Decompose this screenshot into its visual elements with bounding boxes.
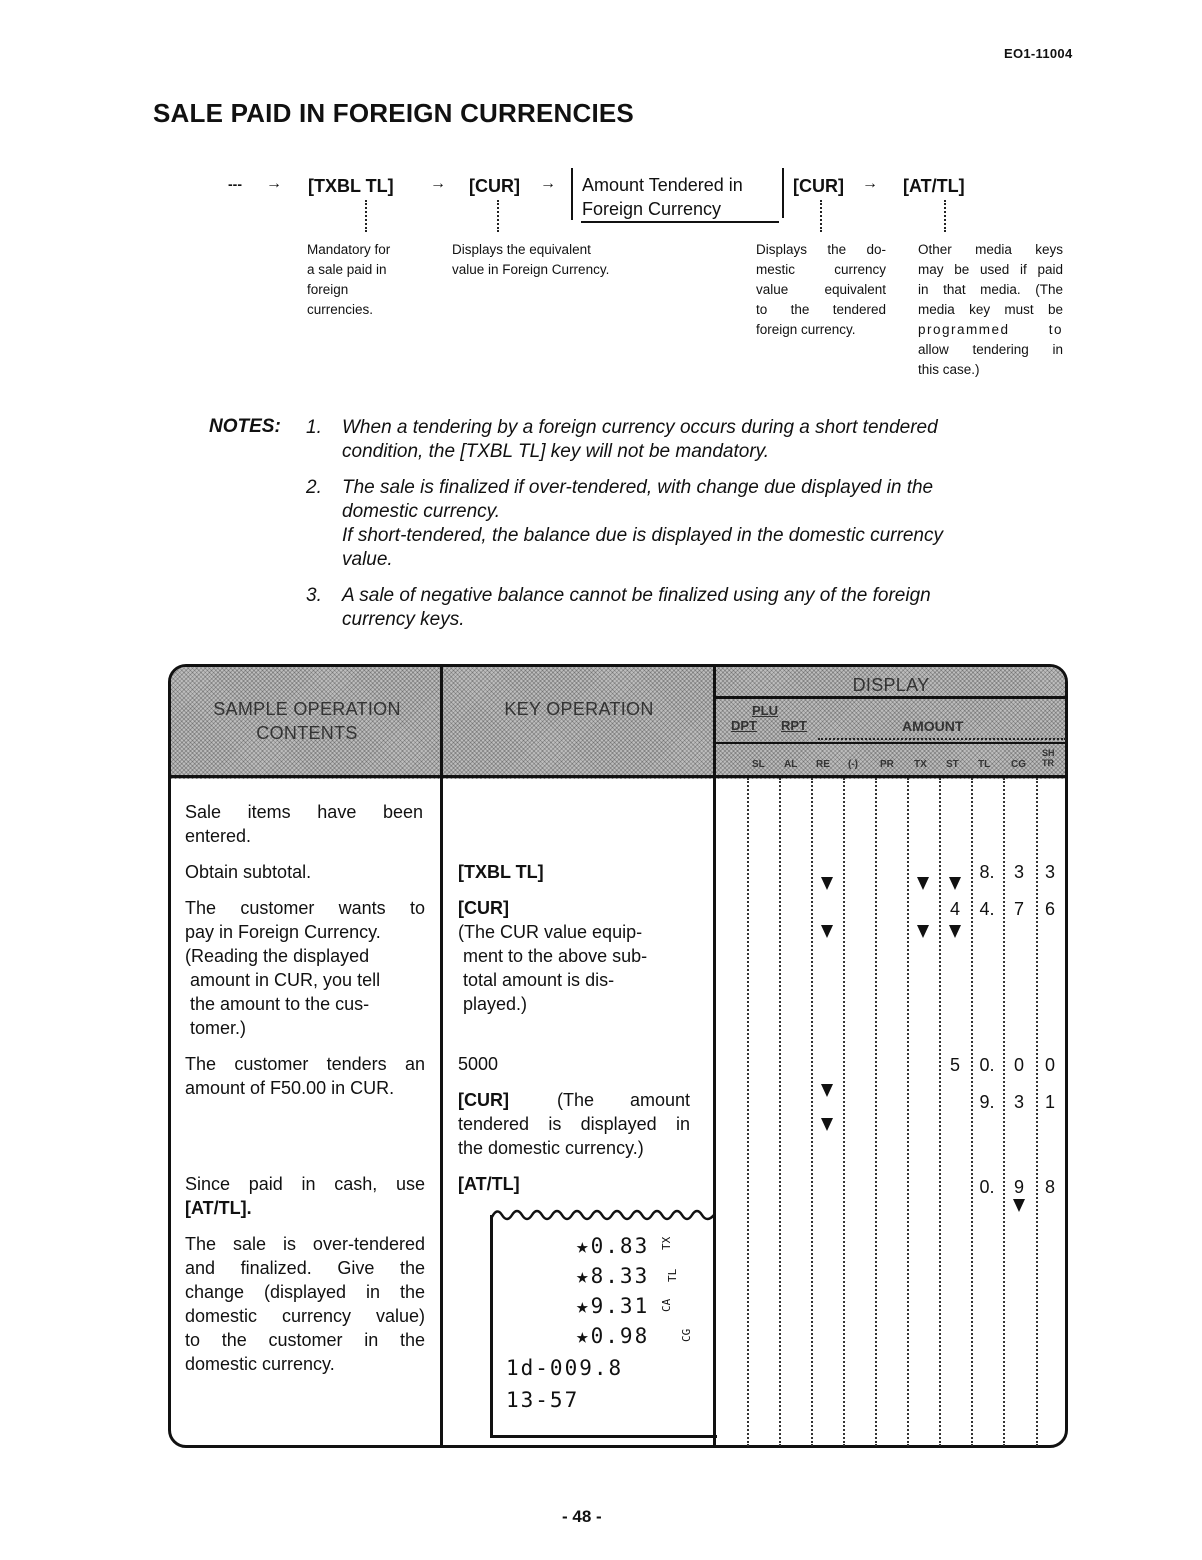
header-bottom-rule <box>170 775 1066 778</box>
header-rpt: RPT <box>781 718 807 733</box>
arrow-icon: → <box>430 175 446 192</box>
cell-line: tendered is displayed in <box>458 1114 690 1134</box>
flow-tender-amount-box <box>571 168 778 220</box>
leader-dots <box>365 200 367 232</box>
page-title: SALE PAID IN FOREIGN CURRENCIES <box>153 98 634 128</box>
dotted-guide <box>971 778 973 1446</box>
cell-line: Since paid in cash, use <box>185 1174 425 1194</box>
cell-line: (The CUR value equip- <box>458 922 643 942</box>
document-code: EO1-11004 <box>1004 46 1073 61</box>
note-line: When a tendering by a foreign currency occurs during a short tendered <box>342 417 938 438</box>
cell-line: change (displayed in the <box>185 1282 425 1302</box>
desc-line: mestic currency <box>756 262 886 277</box>
cell-line: total amount is dis- <box>463 970 615 990</box>
indicator-re: RE <box>816 759 830 770</box>
indicator-pr: PR <box>880 759 894 770</box>
indicator-minus: (-) <box>848 759 858 770</box>
cell-line: the domestic currency.) <box>458 1138 644 1158</box>
note-2 <box>342 476 1002 572</box>
note-number: 3. <box>306 585 322 606</box>
arrow-icon: → <box>862 175 878 192</box>
receipt-line-tl: ★8.33 <box>576 1264 650 1288</box>
key-row-3 <box>458 896 698 1016</box>
dotted-guide <box>1003 778 1005 1446</box>
indicator-triangle-st <box>949 877 961 890</box>
cell-line: to the customer in the <box>185 1330 425 1350</box>
display-digit: 4. <box>979 899 995 919</box>
note-3 <box>342 584 1002 632</box>
dotted-guide <box>939 778 941 1446</box>
desc-line: a sale paid in <box>307 262 387 277</box>
arrow-icon: → <box>266 175 282 192</box>
dotted-guide <box>843 778 845 1446</box>
display-subheader-rule <box>715 696 1067 699</box>
display-digit: 6 <box>1044 899 1055 919</box>
dotted-guide <box>779 778 781 1446</box>
cell-line: domestic currency value) <box>185 1306 425 1326</box>
cell-line: [CUR] <box>458 898 509 918</box>
desc-line: Other media keys <box>918 242 1063 257</box>
key-txbl-tl: [TXBL TL] <box>458 862 544 882</box>
indicator-triangle-tx <box>917 877 929 890</box>
indicator-triangle-re <box>821 1084 833 1097</box>
sample-row-3 <box>185 896 425 1040</box>
indicator-cg: CG <box>1011 759 1026 770</box>
dotted-guide <box>875 778 877 1446</box>
flow-desc-cur <box>452 240 672 280</box>
desc-line: value in Foreign Currency. <box>452 262 610 277</box>
note-line: A sale of negative balance cannot be finalized using any of the foreign <box>342 585 931 606</box>
note-number: 1. <box>306 417 322 438</box>
indicator-triangle-re <box>821 1118 833 1131</box>
header-text: SAMPLE OPERATION <box>213 699 401 719</box>
flow-key-cur-2: [CUR] <box>793 176 844 196</box>
desc-line: this case.) <box>918 362 980 377</box>
indicator-triangle-cg <box>1013 1199 1025 1212</box>
desc-line: foreign currency. <box>756 322 856 337</box>
receipt-line-ca: ★9.31 <box>576 1294 650 1318</box>
cell-line: the amount to the cus- <box>190 994 370 1014</box>
receipt-line-consecutive: 1d-009.8 <box>506 1356 624 1380</box>
column-divider <box>440 664 443 1448</box>
receipt-tag-ca: CA <box>660 1298 673 1312</box>
indicator-triangle-st <box>949 925 961 938</box>
desc-line: Mandatory for <box>307 242 391 257</box>
display-digit: 5 <box>949 1055 960 1075</box>
note-number: 2. <box>306 477 322 498</box>
receipt-line-cg: ★0.98 <box>576 1324 650 1348</box>
header-dpt: DPT <box>731 718 757 733</box>
sample-row-1 <box>185 800 423 848</box>
note-line: condition, the [TXBL TL] key will not be mandatory. <box>342 441 770 462</box>
cell-line: played.) <box>463 994 528 1014</box>
desc-line: allow tendering in <box>918 342 1063 357</box>
cell-line: amount in CUR, you tell <box>190 970 381 990</box>
display-digit: 0. <box>979 1177 995 1197</box>
desc-line: foreign <box>307 282 349 297</box>
key-cur-label: [CUR] <box>458 1090 509 1110</box>
dotted-guide <box>811 778 813 1446</box>
receipt-tag-cg: CG <box>680 1328 693 1342</box>
receipt-line-time: 13-57 <box>506 1388 580 1412</box>
flow-desc-at-tl <box>918 240 1063 380</box>
indicator-tl: TL <box>978 759 991 770</box>
flow-lead: --- <box>228 176 242 192</box>
dotted-guide <box>907 778 909 1446</box>
display-digit: 0 <box>1013 1055 1024 1075</box>
display-digit: 0 <box>1044 1055 1055 1075</box>
amount-underline <box>818 738 1066 740</box>
display-digit: 8. <box>979 862 995 882</box>
leader-dots <box>944 200 946 232</box>
display-digit: 4 <box>949 899 960 919</box>
indicator-al: AL <box>784 759 798 770</box>
display-indicator-rule <box>715 742 1067 744</box>
flow-desc-txbl-tl <box>307 240 417 320</box>
receipt-tag-tl: TL <box>666 1268 679 1282</box>
flow-key-cur: [CUR] <box>469 176 520 196</box>
indicator-tx: TX <box>914 759 927 770</box>
desc-line: may be used if paid <box>918 262 1063 277</box>
cell-line: (Reading the displayed <box>185 946 370 966</box>
dotted-guide <box>747 778 749 1446</box>
sample-row-2: Obtain subtotal. <box>185 862 312 882</box>
receipt-tag-tx: TX <box>660 1236 673 1250</box>
cell-line: entered. <box>185 826 252 846</box>
cell-line: ment to the above sub- <box>463 946 648 966</box>
desc-line: to the tendered <box>756 302 886 317</box>
cell-line <box>458 1088 690 1112</box>
cell-line: domestic currency. <box>185 1354 335 1374</box>
notes-label: NOTES: <box>209 416 281 437</box>
note-line: If short-tendered, the balance due is displayed in the domestic currency <box>342 525 943 546</box>
indicator-triangle-re <box>821 877 833 890</box>
note-line: currency keys. <box>342 609 465 630</box>
key-at-tl: [AT/TL] <box>458 1174 520 1194</box>
note-line: The sale is finalized if over-tendered, with change due displayed in the <box>342 477 934 498</box>
desc-line: Displays the equivalent <box>452 242 591 257</box>
header-text: CONTENTS <box>256 723 358 743</box>
page-number: - 48 - <box>562 1507 602 1526</box>
leader-dots <box>497 200 499 232</box>
header-plu: PLU <box>752 703 778 718</box>
desc-line: programmed to <box>918 322 1063 337</box>
cell-line: The customer wants to <box>185 898 425 918</box>
cell-line: [AT/TL]. <box>185 1198 252 1218</box>
display-digit: 8 <box>1044 1177 1055 1197</box>
display-digit: 3 <box>1044 862 1055 882</box>
flow-key-txbl-tl: [TXBL TL] <box>308 176 394 196</box>
desc-line: currencies. <box>307 302 374 317</box>
header-display: DISPLAY <box>852 675 930 695</box>
desc-line: media key must be <box>918 302 1063 317</box>
cell-line: The customer tenders an <box>185 1054 425 1074</box>
cell-line: Sale items have been <box>185 802 423 822</box>
indicator-sl: SL <box>752 759 765 770</box>
key-cur-note: (The amount <box>556 1090 690 1110</box>
indicator-sh-tr: SH TR <box>1042 748 1055 768</box>
leader-dots <box>820 200 822 232</box>
arrow-icon: → <box>540 175 556 192</box>
cell-line: The sale is over-tendered <box>185 1234 425 1254</box>
flow-desc-cur-2 <box>756 240 886 340</box>
indicator-triangle-tx <box>917 925 929 938</box>
sample-row-4 <box>185 1052 425 1100</box>
indicator-st: ST <box>946 759 959 770</box>
display-digit: 9 <box>1013 1177 1024 1197</box>
header-key-operation: KEY OPERATION <box>504 699 654 719</box>
cell-line: pay in Foreign Currency. <box>185 922 381 942</box>
cell-line: and finalized. Give the <box>185 1258 425 1278</box>
key-row-5 <box>458 1088 690 1160</box>
desc-line: in that media. (The <box>918 282 1063 297</box>
flow-key-at-tl: [AT/TL] <box>903 176 965 196</box>
note-line: domestic currency. <box>342 501 501 522</box>
cell-line: tomer.) <box>190 1018 247 1038</box>
dotted-guide <box>1036 778 1038 1446</box>
display-digit: 3 <box>1013 1092 1024 1112</box>
key-5000: 5000 <box>458 1054 499 1074</box>
display-digit: 0. <box>979 1055 995 1075</box>
header-amount: AMOUNT <box>902 718 964 734</box>
tender-underline <box>581 221 779 223</box>
indicator-triangle-re <box>821 925 833 938</box>
tender-box-right-edge <box>782 168 784 218</box>
tender-line-2: Foreign Currency <box>582 199 722 219</box>
sample-row-7 <box>185 1232 425 1376</box>
sample-row-6 <box>185 1172 425 1220</box>
display-digit: 9. <box>979 1092 995 1112</box>
header-sample-operation <box>172 697 442 745</box>
note-1 <box>342 416 1002 464</box>
desc-line: Displays the do- <box>756 242 886 257</box>
desc-line: value equivalent <box>756 282 886 297</box>
cell-line: amount of F50.00 in CUR. <box>185 1078 395 1098</box>
note-line: value. <box>342 549 393 570</box>
tender-line-1: Amount Tendered in <box>582 175 743 195</box>
display-digit: 3 <box>1013 862 1024 882</box>
display-digit: 7 <box>1013 899 1024 919</box>
display-digit: 1 <box>1044 1092 1055 1112</box>
receipt-line-tx: ★0.83 <box>576 1234 650 1258</box>
